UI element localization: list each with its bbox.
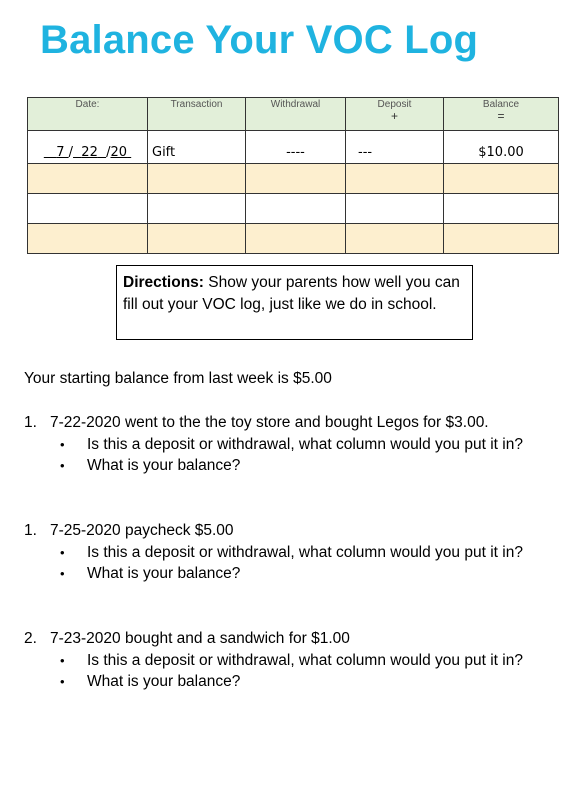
table-row — [28, 224, 559, 254]
list-item: • Is this a deposit or withdrawal, what column would you put it in? — [24, 434, 564, 456]
voc-log-table — [27, 97, 559, 254]
directions-label: Directions: — [123, 274, 204, 291]
bullet-icon: • — [60, 436, 65, 452]
bullet-icon: • — [60, 652, 65, 668]
question-text: 7-23-2020 bought and a sandwich for $1.00 — [50, 630, 350, 647]
question-number: 1. — [24, 414, 37, 431]
bullet-icon: • — [60, 458, 65, 473]
question-1 — [24, 412, 564, 477]
bullet-list — [24, 650, 564, 693]
equals-symbol: = — [497, 109, 505, 123]
header-transaction: Transaction — [148, 98, 246, 131]
header-date: Date: — [28, 98, 148, 131]
list-item: • Is this a deposit or withdrawal, what column would you put it in? — [24, 542, 564, 564]
table-row — [28, 164, 559, 194]
plus-symbol: + — [390, 109, 398, 123]
bullet-icon: • — [60, 544, 65, 560]
date-cell: 7 / 22 /20 — [28, 131, 148, 164]
header-balance: Balance = — [444, 98, 559, 131]
list-item: • What is your balance? — [24, 455, 564, 477]
question-text: 7-22-2020 went to the the toy store and bought Legos for $3.00. — [50, 414, 489, 431]
directions-text: Show your parents how well you can fill out your VOC log, just like we do in school. — [123, 274, 460, 313]
date-day: 22 — [81, 145, 98, 160]
page-title: Balance Your VOC Log — [40, 18, 479, 62]
directions-box — [116, 265, 473, 340]
transaction-cell: Gift — [148, 131, 246, 164]
list-item: • What is your balance? — [24, 671, 564, 693]
list-item: • Is this a deposit or withdrawal, what column would you put it in? — [24, 650, 564, 672]
bullet-list — [24, 434, 564, 477]
withdrawal-cell: ---- — [246, 131, 346, 164]
question-3 — [24, 628, 564, 693]
question-2 — [24, 520, 564, 585]
table-header-row — [28, 98, 559, 131]
table-row — [28, 131, 559, 164]
bullet-list — [24, 542, 564, 585]
date-year: 20 — [110, 145, 128, 160]
deposit-cell: --- — [346, 131, 444, 164]
bullet-icon: • — [60, 566, 65, 581]
question-number: 2. — [24, 630, 37, 647]
balance-cell: $10.00 — [444, 131, 559, 164]
list-item: • What is your balance? — [24, 563, 564, 585]
header-withdrawal: Withdrawal — [246, 98, 346, 131]
table-row — [28, 194, 559, 224]
starting-balance-text: Your starting balance from last week is $5.00 — [24, 370, 332, 387]
question-number: 1. — [24, 522, 37, 539]
question-text: 7-25-2020 paycheck $5.00 — [50, 522, 234, 539]
header-deposit: Deposit + — [346, 98, 444, 131]
date-month: 7 — [56, 145, 65, 160]
bullet-icon: • — [60, 674, 65, 689]
